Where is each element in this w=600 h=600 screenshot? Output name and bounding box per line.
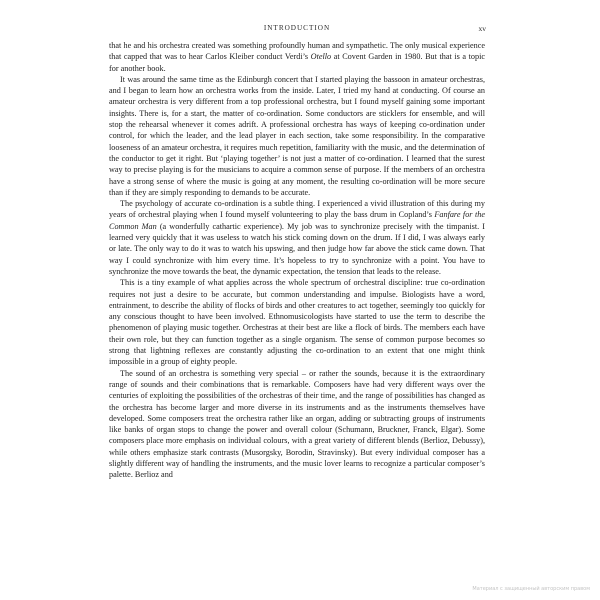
running-title: INTRODUCTION bbox=[263, 24, 331, 32]
body-paragraph bbox=[109, 277, 485, 367]
italic-title: Otello bbox=[310, 52, 332, 62]
body-text bbox=[109, 40, 485, 481]
body-paragraph bbox=[109, 198, 485, 277]
body-paragraph bbox=[109, 40, 485, 74]
italic-title: Fanfare for the Common Man bbox=[109, 210, 485, 231]
paragraph-text: The psychology of accurate co-ordination is a subtle thing. I experienced a vivid illustration of this during my years of orchestral playing when I found myself volunteering to play the bass drum in Copland’s bbox=[109, 199, 485, 220]
paragraph-text: It was around the same time as the Edinburgh concert that I started playing the bassoon in amateur orchestras, and I began to learn how an orchestra works from the inside. Later, I tried my hand at conducting. Of course an amateur orchestra is very different from a top professional orchestra, but I found myself gaining some important insights. There is, for a start, the matter of co-ordination. Some conductors are sticklers for ensemble, and will stop the rehearsal whenever it comes adrift. A professional orchestra has ways of keeping co-ordination under control, for which the leader, and the lead player in each section, take some responsibility. In the comparative looseness of an amateur orchestra, it requires much repetition, familiarity with the music, and the determination of the conductor to get it right. But ‘playing together’ is not just a matter of co-ordination. I learned that the surest way to precise playing is for the musicians to acquire a common sense of purpose. If the members of an orchestra have a strong sense of where the music is going at any moment, the resulting co-ordination will be more secure than if they are simply responding to demands to be accurate. bbox=[109, 74, 485, 197]
paragraph-text: at Covent Garden in 1980. But that is a topic for another book. bbox=[109, 52, 485, 73]
paragraph-text: This is a tiny example of what applies across the whole spectrum of orchestral discipline: true co-ordination requires not just a desire to be accurate, but common understanding and impulse. Biologists have a word, entrainment, to describe the ability of flocks of birds and other creatures to act together, seemingly too quickly for any conscious thought to have been involved. Ethnomusicologists have started to use the term to describe the phenomenon of playing music together. Orchestras at their best are like a flock of birds. The members each have their own role, but they can function together as a single organism. The sense of common purpose becomes so strong that lightning reflexes are constantly adjusting the co-ordination to an extent that one might think impossible in a group of eighty people. bbox=[109, 278, 485, 367]
body-paragraph bbox=[109, 74, 485, 198]
paragraph-text: The sound of an orchestra is something very special – or rather the sounds, because it is the extraordinary range of sounds and their combinations that is remarkable. Composers have had very different ways over the centuries of exploiting the possibilities of the orchestras of their time, and the range of possibilities has changed as the orchestra has become larger and more diverse in its instruments and as the instruments themselves have developed. Some composers treat the orchestra rather like an organ, adding or subtracting groups of instruments like banks of organ stops to change the power and overall colour (Schumann, Bruckner, Franck, Elgar). Some composers place more emphasis on individual colours, with a great variety of different blends (Berlioz, Debussy), while others emphasize stark contrasts (Musorgsky, Borodin, Stravinsky). But every individual composer has a slightly different way of handling the instruments, and the music lover learns to recognize a particular composer’s palette. Berlioz and bbox=[109, 368, 485, 480]
running-head bbox=[108, 24, 486, 36]
copyright-watermark: Материал с защищенный авторским правом bbox=[472, 586, 590, 592]
page-number: xv bbox=[478, 24, 486, 33]
paragraph-text: that he and his orchestra created was something profoundly human and sympathetic. The only musical experience that capped that was to hear Carlos Kleiber conduct Verdi’s bbox=[109, 41, 485, 62]
body-paragraph bbox=[109, 368, 485, 481]
paragraph-text: (a wonderfully cathartic experience). My job was to synchronize precisely with the timpanist. I learned very quickly that it was useless to watch his stick coming down on the drum. If I did, I was always early or late. The only way to do it was to watch his upswing, and then judge how far above the stick came down. That way I could synchronize with him every time. It’s hopeless to try to synchronize with a point. You have to synchronize the move towards the beat, the dynamic expectation, the tension that leads to the release. bbox=[109, 221, 486, 276]
